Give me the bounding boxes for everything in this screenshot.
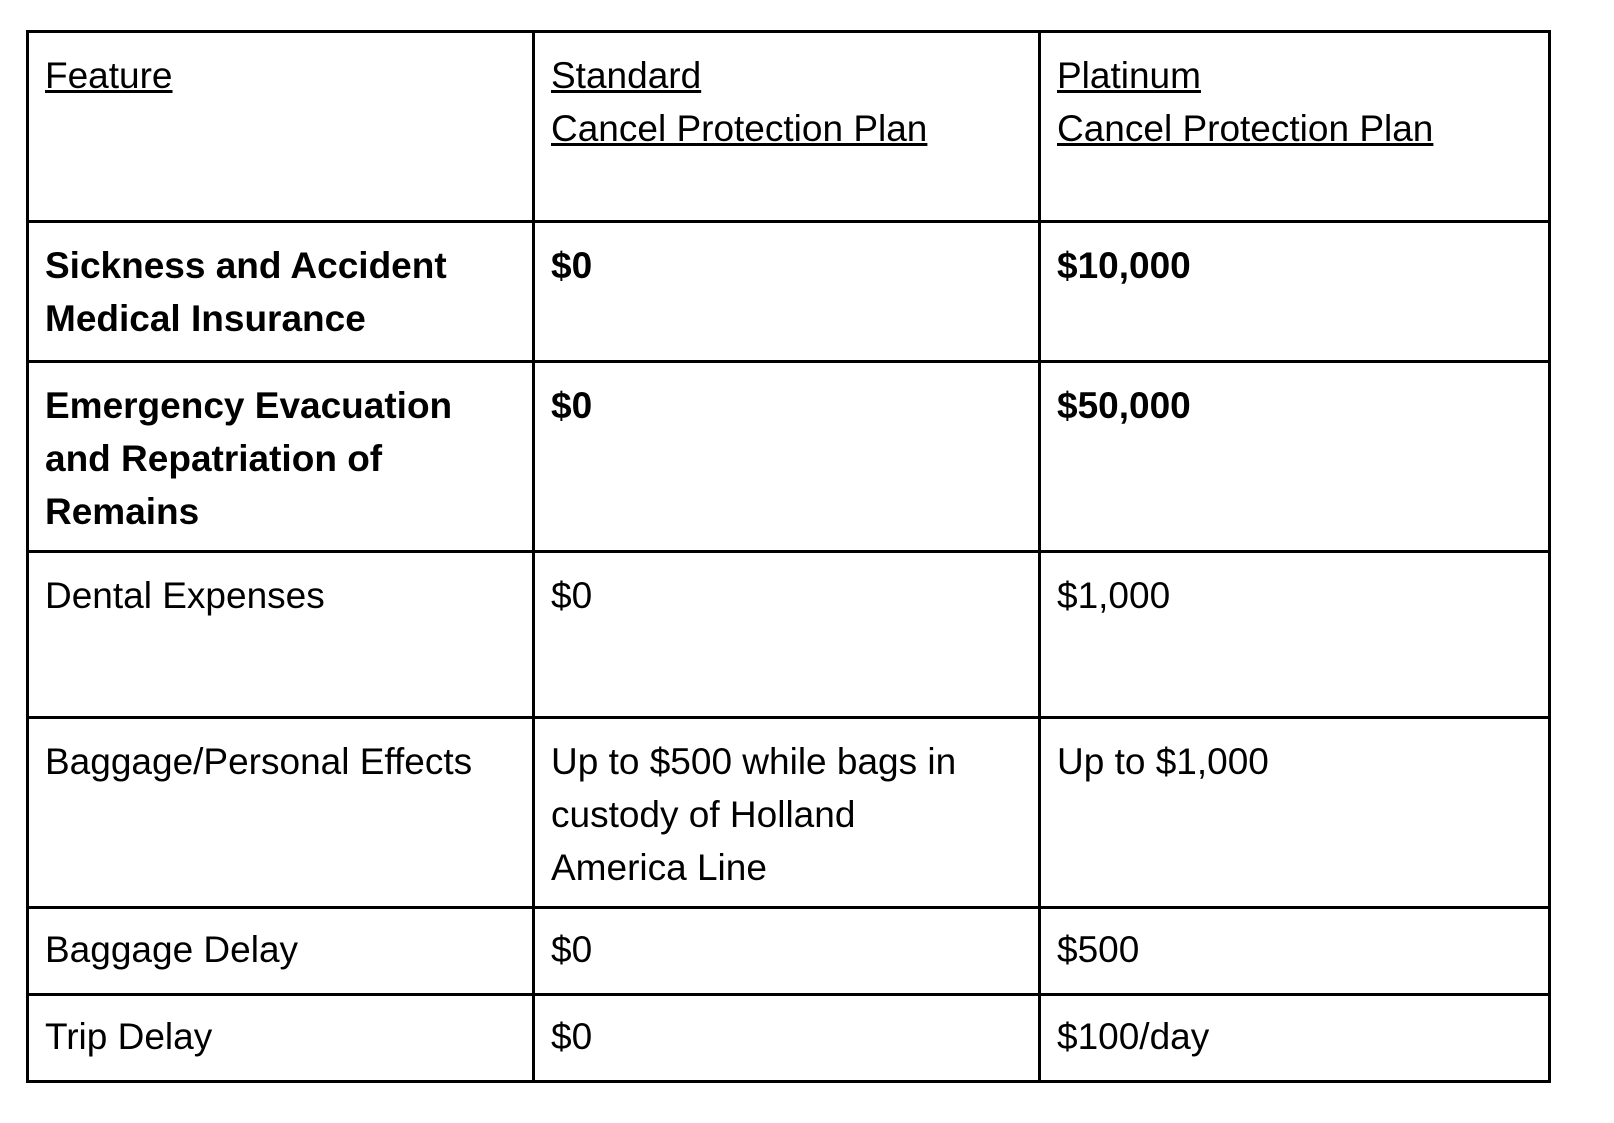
feature-text: and Repatriation of <box>45 438 383 479</box>
feature-cell <box>28 718 534 908</box>
header-platinum-line1: Platinum <box>1057 55 1201 96</box>
platinum-value: $1,000 <box>1057 575 1171 616</box>
platinum-cell <box>1040 222 1550 362</box>
feature-text: Sickness and Accident <box>45 245 447 286</box>
plan-comparison-table <box>26 30 1551 1083</box>
platinum-cell <box>1040 362 1550 552</box>
header-feature-cell <box>28 32 534 222</box>
platinum-cell <box>1040 552 1550 718</box>
standard-cell <box>534 552 1040 718</box>
feature-cell <box>28 222 534 362</box>
feature-text: Emergency Evacuation <box>45 385 453 426</box>
header-feature: Feature <box>45 55 173 96</box>
feature-text: Trip Delay <box>45 1016 213 1057</box>
header-row <box>28 32 1550 222</box>
standard-cell <box>534 222 1040 362</box>
standard-value: $0 <box>551 575 593 616</box>
header-standard-cell <box>534 32 1040 222</box>
feature-text: Baggage Delay <box>45 929 299 970</box>
header-standard-line2: Cancel Protection Plan <box>551 108 928 149</box>
standard-value: $0 <box>551 929 593 970</box>
platinum-value: $500 <box>1057 929 1140 970</box>
feature-cell <box>28 908 534 995</box>
header-platinum-line2: Cancel Protection Plan <box>1057 108 1434 149</box>
standard-value: Up to $500 while bags in <box>551 741 957 782</box>
platinum-value: $100/day <box>1057 1016 1210 1057</box>
platinum-value: $50,000 <box>1057 385 1191 426</box>
header-standard-line1: Standard <box>551 55 702 96</box>
standard-value: America Line <box>551 847 767 888</box>
feature-cell <box>28 362 534 552</box>
standard-cell <box>534 718 1040 908</box>
standard-cell <box>534 362 1040 552</box>
platinum-cell <box>1040 718 1550 908</box>
platinum-cell <box>1040 995 1550 1082</box>
feature-cell <box>28 995 534 1082</box>
feature-cell <box>28 552 534 718</box>
feature-text: Baggage/Personal Effects <box>45 741 473 782</box>
table-row <box>28 908 1550 995</box>
table-row <box>28 995 1550 1082</box>
platinum-cell <box>1040 908 1550 995</box>
header-platinum-cell <box>1040 32 1550 222</box>
feature-text: Remains <box>45 491 200 532</box>
feature-text: Medical Insurance <box>45 298 366 339</box>
table-row <box>28 552 1550 718</box>
table-row <box>28 362 1550 552</box>
feature-text: Dental Expenses <box>45 575 325 616</box>
standard-value: $0 <box>551 245 593 286</box>
standard-value: $0 <box>551 1016 593 1057</box>
standard-cell <box>534 908 1040 995</box>
table-row <box>28 718 1550 908</box>
standard-value: $0 <box>551 385 593 426</box>
standard-value: custody of Holland <box>551 794 856 835</box>
platinum-value: Up to $1,000 <box>1057 741 1269 782</box>
standard-cell <box>534 995 1040 1082</box>
table-row <box>28 222 1550 362</box>
platinum-value: $10,000 <box>1057 245 1191 286</box>
